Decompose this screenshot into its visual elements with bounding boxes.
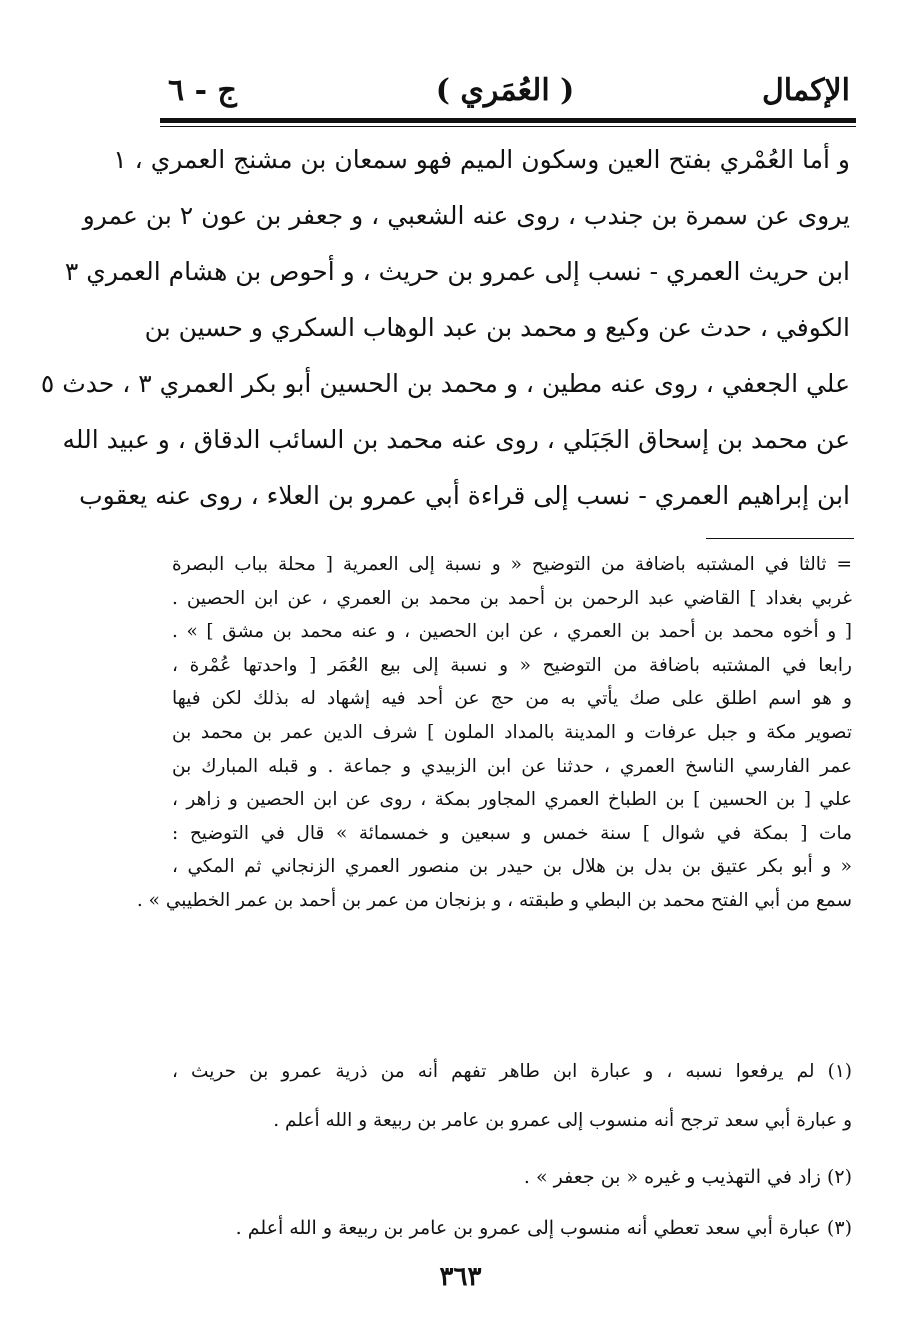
note-line: غربي بغداد ] القاضي عبد الرحمن بن أحمد بن محمد بن العمري ، عن ابن الحصين . bbox=[172, 587, 852, 609]
header-rule-thin bbox=[160, 126, 856, 127]
header-rule-thick bbox=[160, 118, 856, 123]
note-line: مات [ بمكة في شوال ] سنة خمس و سبعين و خمسمائة » قال في التوضيح : bbox=[172, 822, 852, 844]
note-line: = ثالثا في المشتبه باضافة من التوضيح « و نسبة إلى العمرية [ محلة بباب البصرة bbox=[172, 554, 852, 575]
footnote-1-line-1: (١) لم يرفعوا نسبه ، و عبارة ابن طاهر تفهم أنه من ذرية عمرو بن حريث ، bbox=[172, 1061, 852, 1082]
main-text bbox=[40, 132, 850, 524]
footnote-3: (٣) عبارة أبي سعد تعطي أنه منسوب إلى عمرو بن عامر بن ربيعة و الله أعلم . bbox=[235, 1217, 852, 1239]
main-line: الكوفي ، حدث عن وكيع و محمد بن عبد الوهاب السكري و حسين بن bbox=[144, 313, 850, 342]
main-line: يروى عن سمرة بن جندب ، روى عنه الشعبي ، و جعفر بن عون ٢ بن عمرو bbox=[82, 201, 850, 230]
note-line: عمر الفارسي الناسخ العمري ، حدثنا عن ابن الزبيدي و جماعة . و قبله المبارك بن bbox=[172, 755, 852, 777]
note-line: و هو اسم اطلق على صك يأتي به من حج عن أحد فيه إشهاد له بذلك لكن فيها bbox=[172, 688, 852, 710]
page-number: ٣٦٣ bbox=[439, 1262, 482, 1292]
book-title: الإكمال bbox=[761, 73, 850, 108]
continued-notes bbox=[136, 548, 852, 918]
note-line: « و أبو بكر عتيق بن بدل بن هلال بن حيدر بن منصور العمري الزنجاني ثم المكي ، bbox=[172, 856, 852, 878]
footnote-2: (٢) زاد في التهذيب و غيره « بن جعفر » . bbox=[523, 1166, 852, 1188]
note-line: [ و أخوه محمد بن أحمد بن العمري ، عن ابن الحصين ، و عنه محمد بن مشق ] » . bbox=[172, 621, 852, 643]
main-line: ابن إبراهيم العمري - نسب إلى قراءة أبي عمرو بن العلاء ، روى عنه يعقوب bbox=[79, 481, 850, 510]
volume-number: ج - ٦ bbox=[168, 73, 237, 108]
footnote-1-line-2: و عبارة أبي سعد ترجح أنه منسوب إلى عمرو بن عامر بن ربيعة و الله أعلم . bbox=[273, 1110, 852, 1131]
note-line: رابعا في المشتبه باضافة من التوضيح « و نسبة إلى بيع العُمَر [ واحدتها عُمْرة ، bbox=[172, 654, 852, 676]
main-line: عن محمد بن إسحاق الجَبَلي ، روى عنه محمد بن السائب الدقاق ، و عبيد الله bbox=[62, 425, 850, 454]
main-line: علي الجعفي ، روى عنه مطين ، و محمد بن الحسين أبو بكر العمري ٣ ، حدث ٥ bbox=[40, 369, 850, 398]
note-line: تصوير مكة و جبل عرفات و المدينة بالمداد الملون ] شرف الدين عمر بن محمد بن bbox=[172, 721, 852, 743]
note-line: سمع من أبي الفتح محمد بن البطي و طبقته ، و بزنجان من عمر بن أحمد بن عمر الخطيبي » . bbox=[136, 889, 852, 911]
note-line: علي [ بن الحسين ] بن الطباخ العمري المجاور بمكة ، روى عن ابن الحصين و زاهر ، bbox=[172, 789, 852, 811]
main-line: و أما العُمْري بفتح العين وسكون الميم فهو سمعان بن مشنج العمري ، ١ bbox=[113, 145, 850, 174]
footnote-separator bbox=[706, 538, 854, 539]
running-header bbox=[160, 70, 850, 116]
section-title: ( العُمَري ) bbox=[435, 73, 575, 108]
main-line: ابن حريث العمري - نسب إلى عمرو بن حريث ، و أحوص بن هشام العمري ٣ bbox=[64, 257, 850, 286]
